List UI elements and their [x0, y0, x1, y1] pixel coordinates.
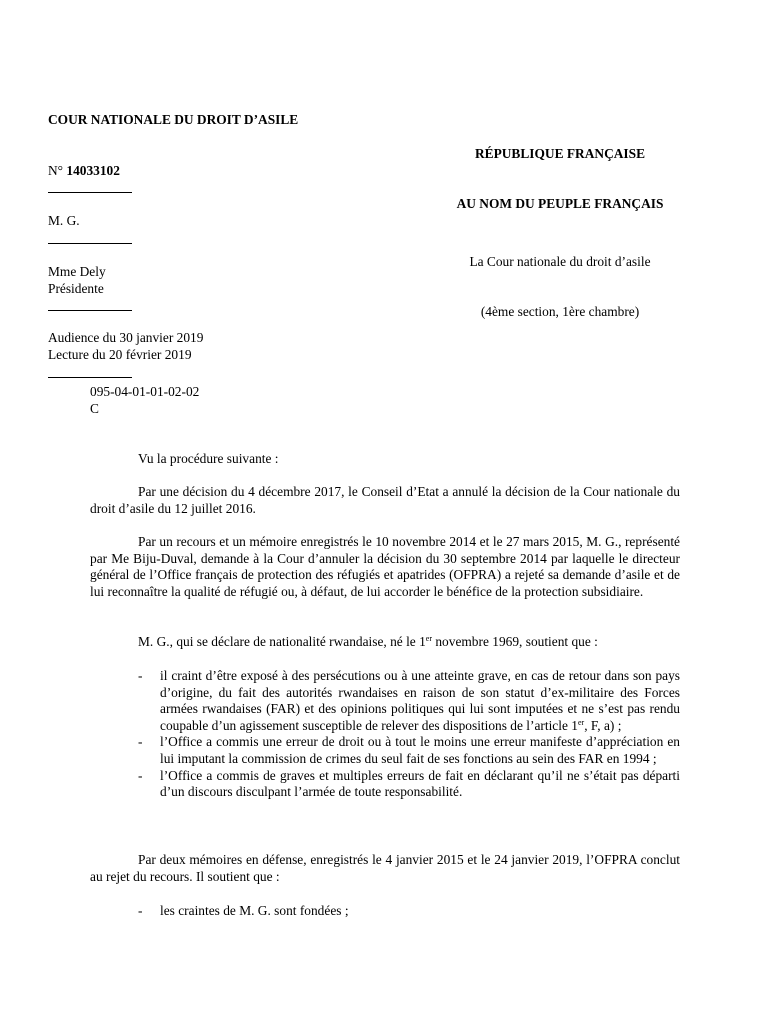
party-name: M. G.: [48, 213, 80, 228]
separator-rule: [48, 377, 132, 378]
list-item: [90, 768, 680, 801]
text-run: l’Office a commis une erreur de droit ou à tout le moins une erreur manifeste d’appréciation en lui imputant la commission de crimes du seul fait de ses fonctions au sein des FAR en 1994 ;: [160, 734, 680, 766]
paragraph-ofpra: [90, 852, 680, 885]
list-dash: -: [138, 903, 143, 918]
paragraph-conseil: [90, 484, 680, 517]
court-line: La Cour nationale du droit d’asile: [469, 254, 651, 269]
separator-rule: [48, 310, 132, 311]
hearing-date: Audience du 30 janvier 2019: [48, 330, 204, 345]
reading-date: Lecture du 20 février 2019: [48, 347, 192, 362]
republic-heading: RÉPUBLIQUE FRANÇAISE: [474, 146, 645, 161]
paragraph-text: Par deux mémoires en défense, enregistrés le 4 janvier 2015 et le 24 janvier 2019, l’OFPRA conclut au rejet du recours. Il soutient que :: [90, 852, 680, 884]
text-run: l’Office a commis de graves et multiples erreurs de fait en déclarant qu’il ne s’était pas départi d’un discours disculpant l’armée de toute responsabilité.: [160, 767, 680, 800]
list-dash: -: [138, 767, 143, 783]
paragraph-text: Vu la procédure suivante :: [138, 451, 279, 466]
paragraph-text: [90, 634, 680, 651]
text-run: novembre 1969, soutient que :: [432, 634, 598, 649]
case-number: [48, 163, 120, 180]
paragraph-recours: [90, 534, 680, 600]
superscript: er: [425, 634, 433, 643]
list-item: [90, 734, 680, 767]
text-run: il craint d’être exposé à des persécutions ou à une atteinte grave, en cas de retour dans son pays d’origine, du fait des autorités rwandaises en raison de son statut d’ex-militaire des Forces armées rwandaises (FAR) et des opinions politiques qui lui sont imputées et ne s’est pas rendu coupable d’un agissement susceptible de relever des dispositions de l’article 1: [160, 668, 680, 733]
paragraph-procedure: [90, 451, 680, 468]
case-number-value: 14033102: [66, 163, 120, 178]
in-the-name-heading: AU NOM DU PEUPLE FRANÇAIS: [456, 196, 664, 211]
classification-letter: C: [90, 401, 99, 416]
paragraph-text: Par un recours et un mémoire enregistrés le 10 novembre 2014 et le 27 mars 2015, M. G., représenté par Me Biju-Duval, demande à la Cour d’annuler la décision du 30 septembre 2014 par laquelle le directeur général de l’Office français de protection des réfugiés et apatrides (OFPRA) a rejeté sa demande d’asile et de lui reconnaître la qualité de réfugié ou, à défaut, de lui accorder le bénéfice de la protection subsidiaire.: [90, 534, 680, 599]
text-run: M. G., qui se déclare de nationalité rwandaise, né le 1: [138, 634, 426, 649]
list-dash: -: [138, 668, 143, 683]
case-number-prefix: N°: [48, 163, 67, 178]
list-item: [90, 903, 680, 920]
separator-rule: [48, 192, 132, 193]
section-line: (4ème section, 1ère chambre): [480, 304, 640, 319]
list-item: [90, 668, 680, 734]
classification-code: 095-04-01-01-02-02: [90, 384, 200, 399]
separator-rule: [48, 243, 132, 244]
judge-name: Mme Dely: [48, 264, 106, 279]
list-dash: -: [138, 734, 143, 750]
judge-role: Présidente: [48, 281, 104, 296]
ofpra-arguments-list: [90, 903, 680, 920]
paragraph-soutient: [90, 634, 680, 651]
court-name: COUR NATIONALE DU DROIT D’ASILE: [48, 112, 299, 127]
superscript: er: [577, 717, 585, 727]
paragraph-text: Par une décision du 4 décembre 2017, le Conseil d’Etat a annulé la décision de la Cour nationale du droit d’asile du 12 juillet 2016.: [90, 484, 680, 516]
arguments-list: [90, 668, 680, 801]
text-run: les craintes de M. G. sont fondées ;: [160, 903, 349, 918]
text-run: , F, a) ;: [584, 717, 622, 733]
